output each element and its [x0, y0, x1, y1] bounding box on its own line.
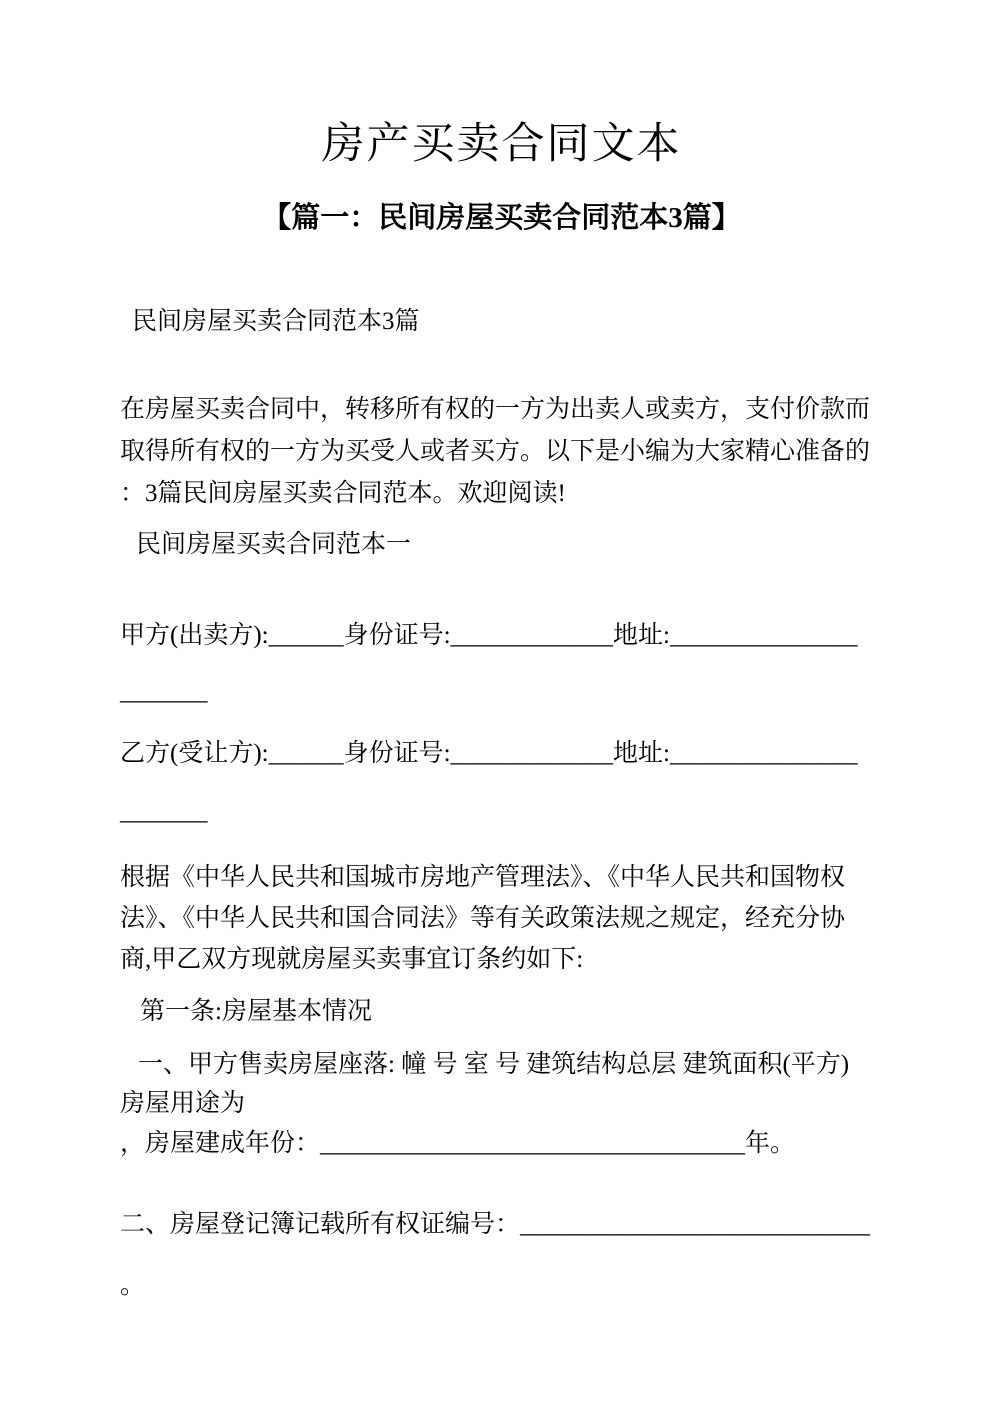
text-line: 房屋用途为	[120, 1090, 246, 1117]
intro-paragraph	[120, 389, 883, 515]
list-title: 民间房屋买卖合同范本3篇	[132, 308, 420, 335]
party-a-paragraph	[120, 608, 883, 720]
section-heading: 【篇一：民间房屋买卖合同范本3篇】	[262, 202, 741, 234]
text-line: 根据《中华人民共和国城市房地产管理法》、《中华人民共和国物权	[120, 864, 846, 891]
sample-one-title: 民间房屋买卖合同范本一	[136, 531, 412, 558]
year-built-line: ，房屋建成年份：__________________________________年。	[120, 1130, 796, 1157]
document-title: 房产买卖合同文本	[321, 121, 682, 168]
article-2-end-punctuation: 。	[120, 1272, 146, 1299]
legal-basis-paragraph	[120, 857, 883, 980]
document-content	[0, 119, 993, 1307]
text-line: 法》、《中华人民共和国合同法》等有关政策法规之规定，经充分协	[120, 905, 846, 932]
party-b-line: 乙方(受让方):______身份证号:_____________地址:_______________	[120, 740, 858, 767]
article-1-heading: 第一条:房屋基本情况	[140, 998, 372, 1025]
text-line: 商,甲乙双方现就房屋买卖事宜订条约如下:	[120, 946, 584, 973]
article-2-line: 二、房屋登记簿记载所有权证编号：____________________________	[120, 1211, 871, 1238]
article-1-item	[120, 1045, 883, 1123]
text-line: 取得所有权的一方为买受人或者买方。以下是小编为大家精心准备的	[120, 438, 871, 465]
party-b-blank-line: _______	[120, 798, 208, 825]
party-a-blank-line: _______	[120, 678, 208, 705]
text-line: 在房屋买卖合同中，转移所有权的一方为出卖人或卖方，支付价款而	[120, 396, 871, 423]
party-b-paragraph	[120, 725, 883, 841]
text-line: 一、甲方售卖房屋座落: 幢 号 室 号 建筑结构总层 建筑面积(平方)	[138, 1051, 850, 1078]
text-line: ：3篇民间房屋买卖合同范本。欢迎阅读!	[120, 480, 566, 507]
party-a-line: 甲方(出卖方):______身份证号:_____________地址:_______________	[120, 622, 858, 649]
